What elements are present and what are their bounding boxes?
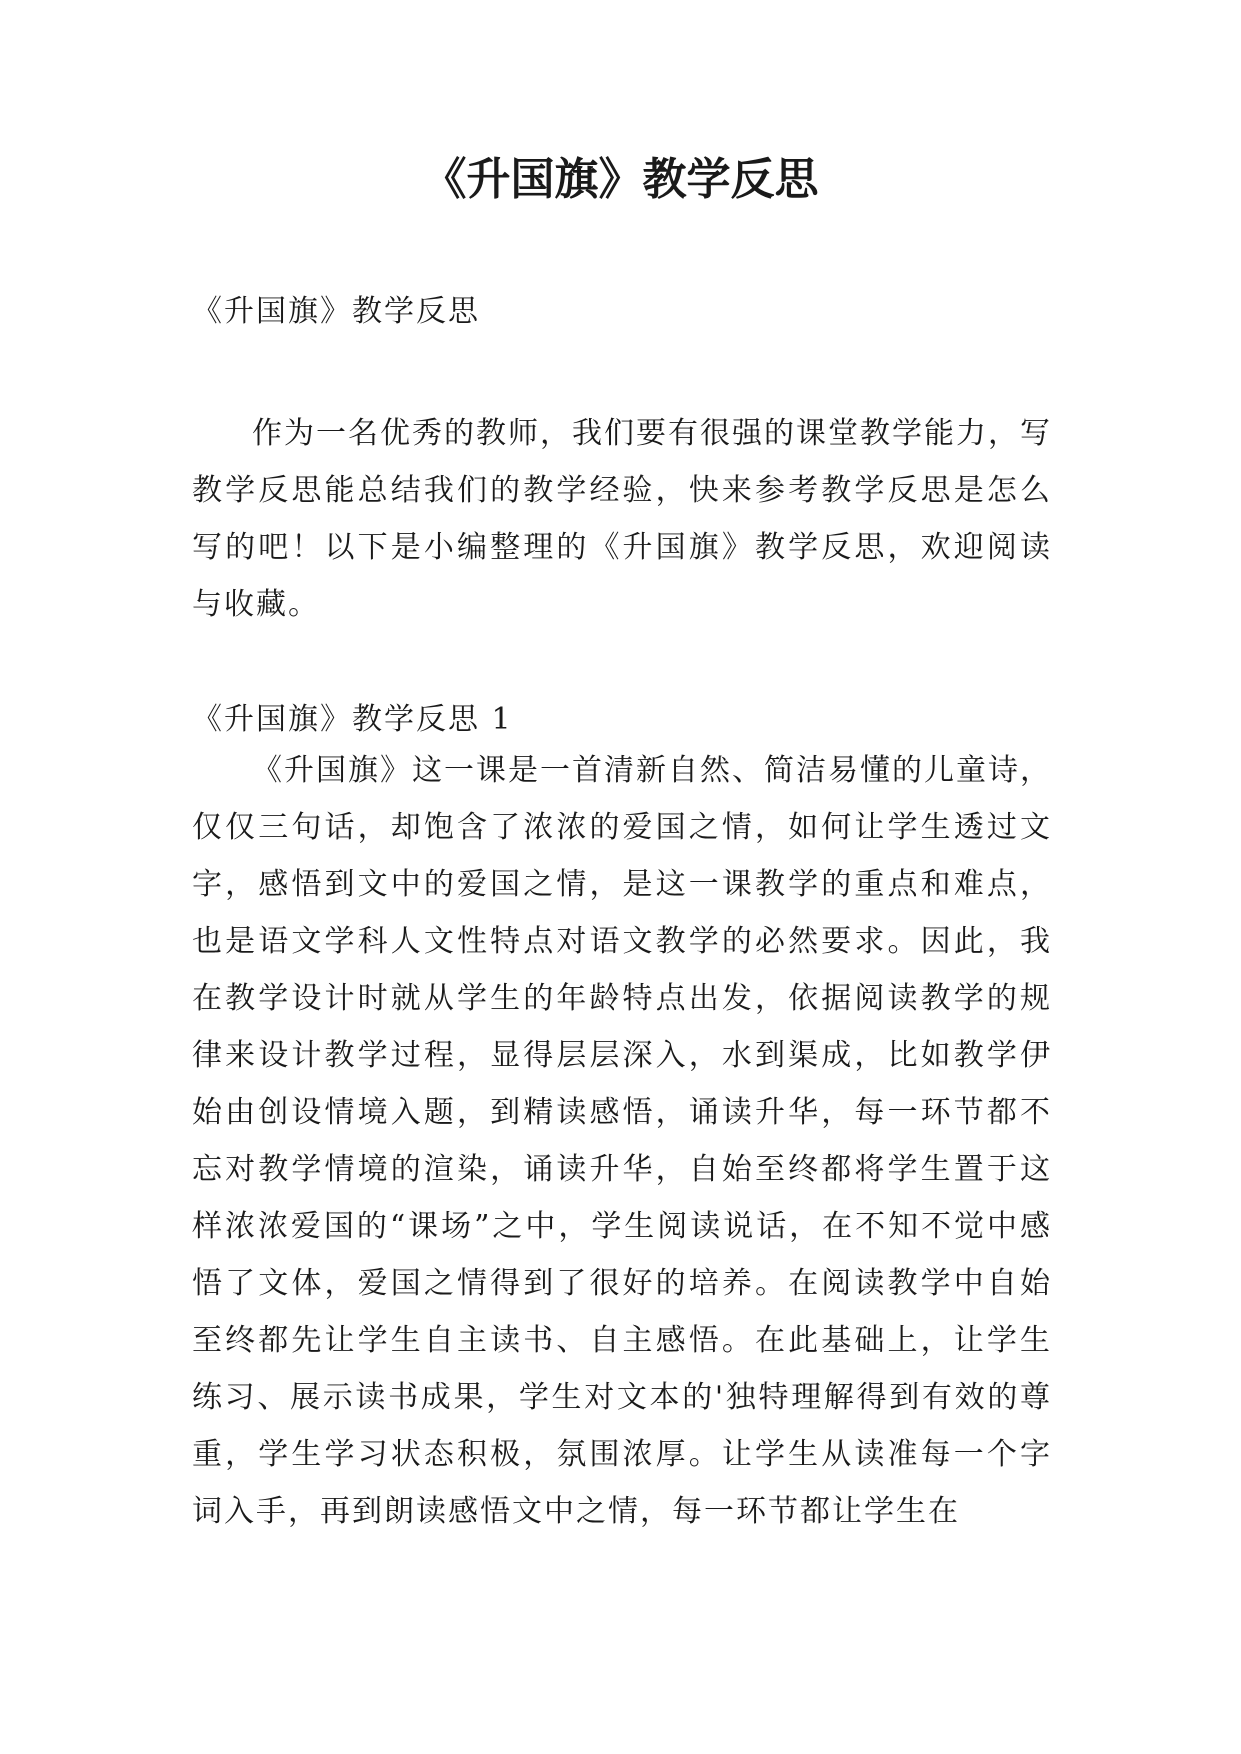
section-1-heading: 《升国旗》教学反思 1 <box>192 702 513 737</box>
intro-paragraph: 作为一名优秀的教师，我们要有很强的课堂教学能力，写教学反思能总结我们的教学经验，快来参考教学反思是怎么写的吧！以下是小编整理的《升国旗》教学反思，欢迎阅读与收藏。 <box>192 416 1052 622</box>
section-1-paragraph: 《升国旗》这一课是一首清新自然、简洁易懂的儿童诗，仅仅三句话，却饱含了浓浓的爱国之情，如何让学生透过文字，感悟到文中的爱国之情，是这一课教学的重点和难点，也是语文学科人文性特点对语文教学的必然要求。因此，我在教学设计时就从学生的年龄特点出发，依据阅读教学的规律来设计教学过程，显得层层深入，水到渠成，比如教学伊始由创设情境入题，到精读感悟，诵读升华，每一环节都不忘对教学情境的渲染，诵读升华，自始至终都将学生置于这样浓浓爱国的“课场”之中，学生阅读说话，在不知不觉中感悟了文体，爱国之情得到了很好的培养。在阅读教学中自始至终都先让学生自主读书、自主感悟。在此基础上，让学生练习、展示读书成果，学生对文本的'独特理解得到有效的尊重，学生学习状态积极，氛围浓厚。让学生从读准每一个字词入手，再到朗读感悟文中之情，每一环节都让学生在 <box>192 753 1052 1529</box>
document-subtitle: 《升国旗》教学反思 <box>192 294 480 329</box>
document-title: 《升国旗》教学反思 <box>422 154 819 205</box>
